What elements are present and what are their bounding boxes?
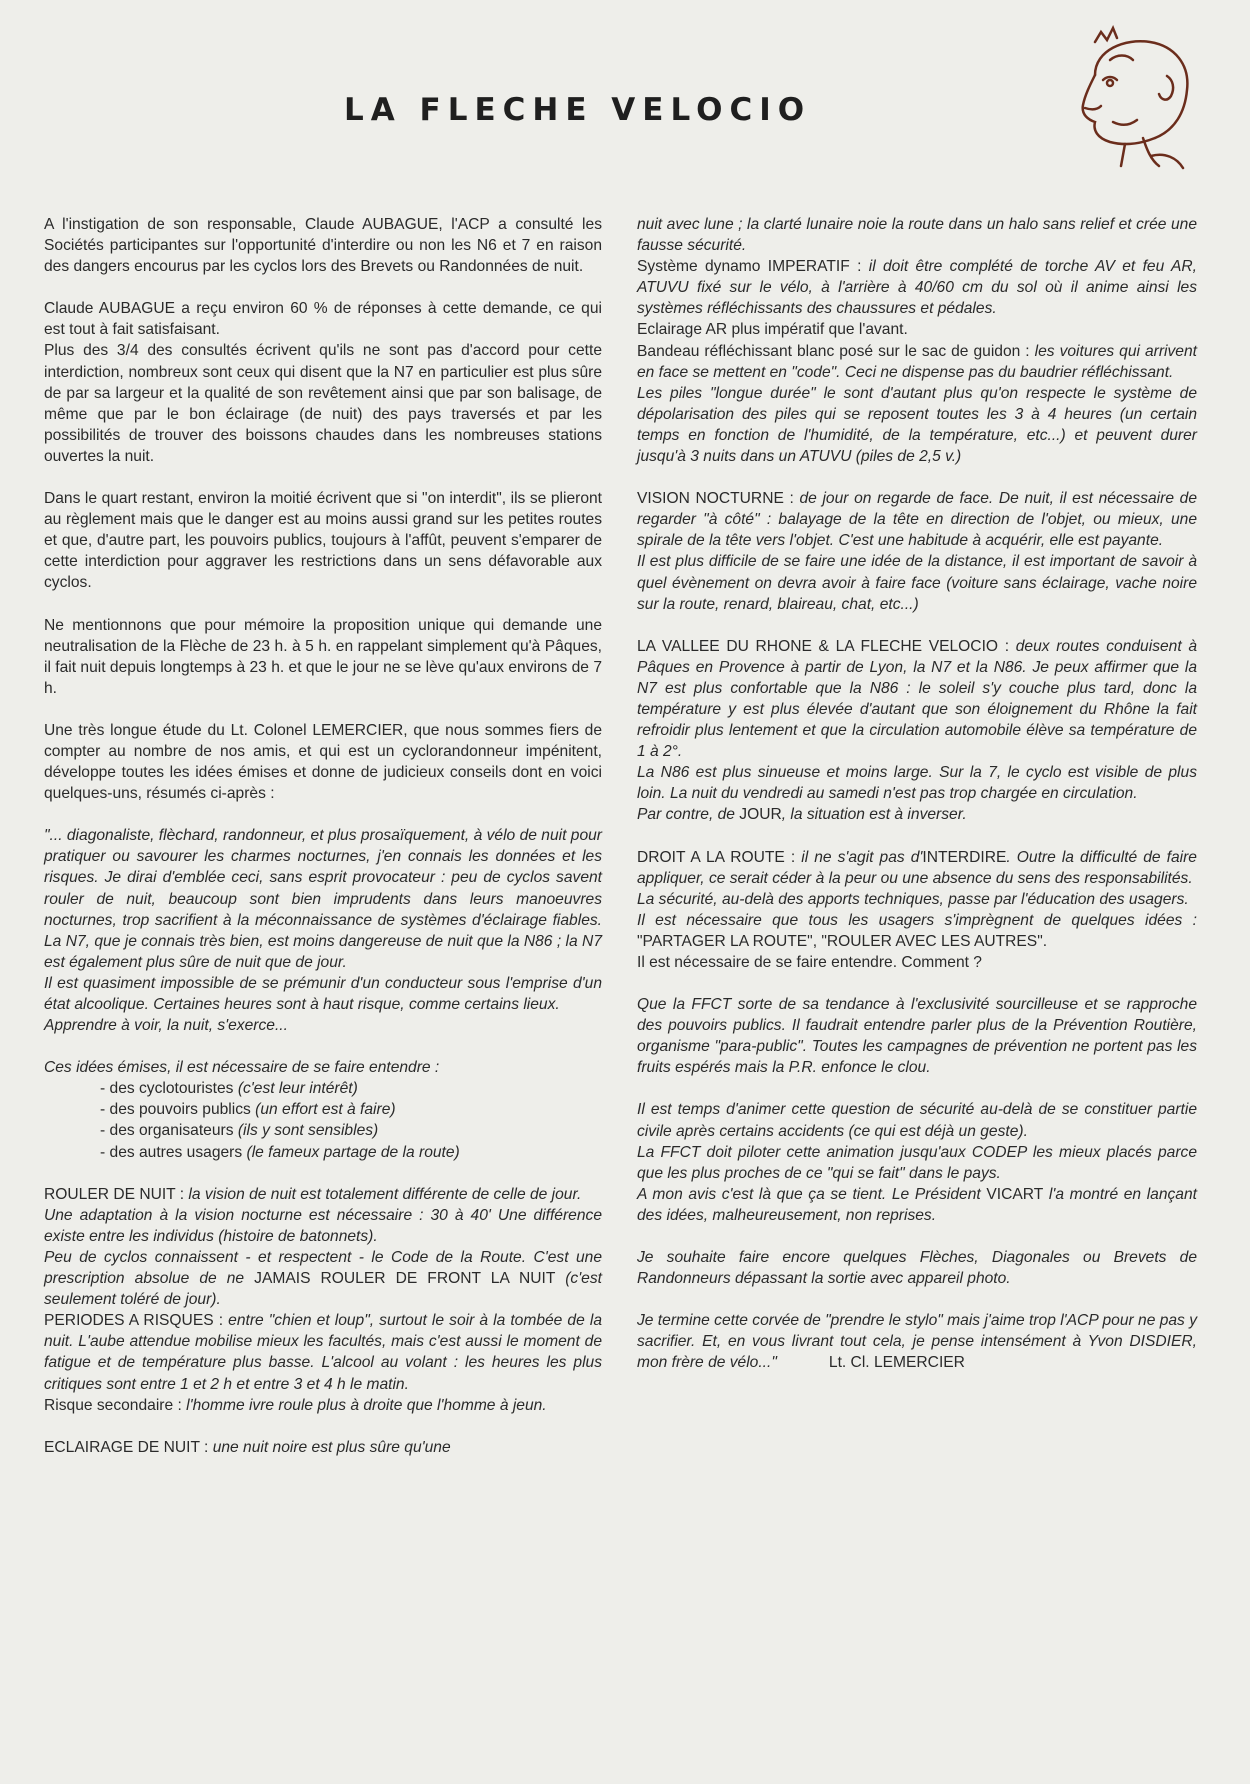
paragraph: Que la FFCT sorte de sa tendance à l'exclusivité sourcilleuse et se rapproche des pouvoirs publics. Il faudrait entendre parler plus de la Prévention Routière, organisme "para-public". Toutes les campagnes de prévention ne portent pas les fruits espérés mais la P.R. enfonce le clou. <box>637 996 1197 1077</box>
closing-paragraph: Je termine cette corvée de "prendre le stylo" mais j'aime trop l'ACP pour ne pas y sacrifier. Et, en vous livrant tout cela, je pense intensément à Yvon DISDIER, mon frère de vélo..." Lt. Cl. LEMERCIER <box>637 1312 1197 1372</box>
page-title: LA FLECHE VELOCIO <box>344 92 812 128</box>
section-heading: LA VALLEE DU RHONE & LA FLECHE VELOCIO : <box>637 637 1010 655</box>
paragraph: La FFCT doit piloter cette animation jusqu'aux CODEP les mieux placés parce que les plus proches de ce "qui se fait" dans le pays. <box>637 1143 1197 1182</box>
section-heading: ECLAIRAGE DE NUIT : <box>44 1438 209 1456</box>
paragraph: Claude AUBAGUE a reçu environ 60 % de réponses à cette demande, ce qui est tout à fait satisfaisant. <box>44 300 602 339</box>
section-heading: PERIODES A RISQUES : <box>44 1312 224 1330</box>
section-vallee: LA VALLEE DU RHONE & LA FLECHE VELOCIO : deux routes conduisent à Pâques en Provence à partir de Lyon, la N7 et la N86. Je peux affirmer que la N7 est plus confortable que la N86 : le soleil s'y couche plus tard, donc la température y est plus élevée d'autant que son éloignement du Rhône la fait refroidir plus lentement et que la circulation automobile élève sa température de 1 à 2°. <box>637 637 1198 761</box>
paragraph: Il est nécessaire de se faire entendre. Comment ? <box>637 954 982 971</box>
left-column <box>44 214 602 1458</box>
quote: Il est quasiment impossible de se prémunir d'un conducteur sous l'emprise d'un état alcoolique. Certaines heures sont à haut risque, comme certains lieux. <box>44 974 602 1013</box>
paragraph: Il est temps d'animer cette question de sécurité au-delà de se constituer partie civile après certains accidents (ce qui est déjà un geste). <box>637 1101 1197 1140</box>
list-item: - des organisateurs (ils y sont sensibles) <box>100 1120 602 1141</box>
section-vision: VISION NOCTURNE : de jour on regarde de face. De nuit, il est nécessaire de regarder "à côté" : balayage de la tête en direction de l'objet, ou mieux, une spirale de la tête vers l'objet. C'est une habitude à acquérir, elle est payante. <box>637 490 1197 550</box>
paragraph: Eclairage AR plus impératif que l'avant. <box>637 321 908 339</box>
section-risque: Risque secondaire : l'homme ivre roule plus à droite que l'homme à jeun. <box>44 1396 547 1414</box>
paragraph: Peu de cyclos connaissent - et respectent - le Code de la Route. C'est une prescription absolue de ne JAMAIS ROULER DE FRONT LA NUIT (c'est seulement toléré de jour). <box>44 1248 602 1309</box>
paragraph: Il est plus difficile de se faire une idée de la distance, il est important de savoir à quel évènement on devra avoir à faire face (voiture sans éclairage, vache noire sur la route, renard, blaireau, chat, etc...) <box>637 553 1197 613</box>
paragraph: A l'instigation de son responsable, Claude AUBAGUE, l'ACP a consulté les Sociétés participantes sur l'opportunité d'interdire ou non les N6 et 7 en raison des dangers encourus par les cyclos lors des Brevets ou Randonnées de nuit. <box>44 216 602 276</box>
right-column <box>637 214 1197 1374</box>
paragraph: Je souhaite faire encore quelques Flèches, Diagonales ou Brevets de Randonneurs dépassant la sortie avec appareil photo. <box>637 1249 1197 1288</box>
paragraph: Ne mentionnons que pour mémoire la proposition unique qui demande une neutralisation de la Flèche de 23 h. à 5 h. en rappelant simplement qu'à Pâques, il fait nuit depuis longtemps à 23 h. et que le jour ne se lève qu'aux environs de 7 h. <box>44 616 602 697</box>
paragraph: La sécurité, au-delà des apports techniques, passe par l'éducation des usagers. <box>637 890 1189 908</box>
paragraph: Système dynamo IMPERATIF : il doit être complété de torche AV et feu AR, ATUVU fixé sur le vélo, à l'arrière à 40/60 cm du sol où il anime ainsi les systèmes réfléchissants des chaussures et pédales. <box>637 258 1197 318</box>
section-eclairage: ECLAIRAGE DE NUIT : une nuit noire est plus sûre qu'une <box>44 1438 451 1456</box>
paragraph: Dans le quart restant, environ la moitié écrivent que si "on interdit", ils se plieront au règlement mais que le danger est au moins aussi grand sur les petites routes et que, d'autre part, les pouvoirs publics, toujours à l'affût, peuvent s'emparer de cette interdiction pour aggraver les restrictions dans un sens défavorable aux cyclos. <box>44 490 602 592</box>
section-droit: DROIT A LA ROUTE : il ne s'agit pas d'INTERDIRE. Outre la difficulté de faire appliquer, ce serait céder à la peur ou une absence du sens des responsabilités. <box>637 848 1197 887</box>
signature: Lt. Cl. LEMERCIER <box>828 1354 965 1372</box>
list-item: - des autres usagers (le fameux partage de la route) <box>100 1142 602 1163</box>
paragraph: Il est nécessaire que tous les usagers s'imprègnent de quelques idées : "PARTAGER LA ROUTE", "ROULER AVEC LES AUTRES". <box>637 911 1197 950</box>
quote: "... diagonaliste, flèchard, randonneur, et plus prosaïquement, à vélo de nuit pour pratiquer ou savourer les charmes nocturnes, j'en connais les données et les risques. Je dirai d'emblée ceci, sans esprit provocateur : peu de cyclos savent rouler de nuit, beaucoup sont bien imprudents dans leurs manoeuvres nocturnes, trop sacrifient à la méconnaissance de systèmes d'éclairage fiables. La N7, que je connais très bien, est moins dangereuse de nuit que la N86 ; la N7 est également plus sûre de nuit que de jour. <box>44 827 602 971</box>
ideas-intro: Ces idées émises, il est nécessaire de se faire entendre : <box>44 1059 440 1077</box>
paragraph: Une adaptation à la vision nocturne est nécessaire : 30 à 40' Une différence existe entre les individus (histoire de batonnets). <box>44 1206 602 1245</box>
cyclist-caricature-icon <box>1055 20 1205 170</box>
section-heading: DROIT A LA ROUTE : <box>637 848 796 866</box>
paragraph: Par contre, de JOUR, la situation est à inverser. <box>637 806 967 824</box>
section-rouler: ROULER DE NUIT : la vision de nuit est totalement différente de celle de jour. <box>44 1185 582 1203</box>
paragraph: A mon avis c'est là que ça se tient. Le Président VICART l'a montré en lançant des idées, malheureusement, non reprises. <box>637 1185 1197 1224</box>
paragraph: nuit avec lune ; la clarté lunaire noie la route dans un halo sans relief et crée une fausse sécurité. <box>637 216 1197 255</box>
paragraph: Une très longue étude du Lt. Colonel LEMERCIER, que nous sommes fiers de compter au nombre de nos amis, et qui est un cyclorandonneur impénitent, développe toutes les idées émises et donne de judicieux conseils dont en voici quelques-uns, résumés ci-après : <box>44 721 602 803</box>
section-heading: VISION NOCTURNE : <box>637 490 794 508</box>
paragraph: Les piles "longue durée" le sont d'autant plus qu'on respecte le système de dépolarisation des piles qui se reposent toutes les 3 à 4 heures (un certain temps en fonction de l'humidité, de la température, etc...) et peuvent durer jusqu'à 3 nuits dans un ATUVU (piles de 2,5 v.) <box>637 384 1197 466</box>
section-heading: ROULER DE NUIT : <box>44 1185 185 1203</box>
paragraph: Plus des 3/4 des consultés écrivent qu'ils ne sont pas d'accord pour cette interdiction, nombreux sont ceux qui disent que la N7 en particulier est plus sûre de par sa largeur et la qualité de son revêtement ainsi que par son balisage, de même que par le bon éclairage (de nuit) des pays traversés et par les possibilités de trouver des boissons chaudes dans les nombreuses stations ouvertes la nuit. <box>44 342 602 465</box>
paragraph: La N86 est plus sinueuse et moins large. Sur la 7, le cyclo est visible de plus loin. La nuit du vendredi au samedi n'est pas trop chargée en circulation. <box>637 764 1197 803</box>
quote: Apprendre à voir, la nuit, s'exerce... <box>44 1017 288 1035</box>
list-item: - des pouvoirs publics (un effort est à faire) <box>100 1099 602 1120</box>
paragraph: Bandeau réfléchissant blanc posé sur le sac de guidon : les voitures qui arrivent en face se mettent en "code". Ceci ne dispense pas du baudrier réfléchissant. <box>637 342 1197 381</box>
list-item: - des cyclotouristes (c'est leur intérêt) <box>100 1078 602 1099</box>
ideas-list <box>44 1078 602 1162</box>
section-heading: Risque secondaire : <box>44 1396 182 1414</box>
section-periodes: PERIODES A RISQUES : entre "chien et loup", surtout le soir à la tombée de la nuit. L'aube attendue mobilise mieux les facultés, mais c'est aussi le moment de fatigue et de température plus basse. L'alcool au volant : les heures les plus critiques sont entre 1 et 2 h et entre 3 et 4 h le matin. <box>44 1312 602 1393</box>
